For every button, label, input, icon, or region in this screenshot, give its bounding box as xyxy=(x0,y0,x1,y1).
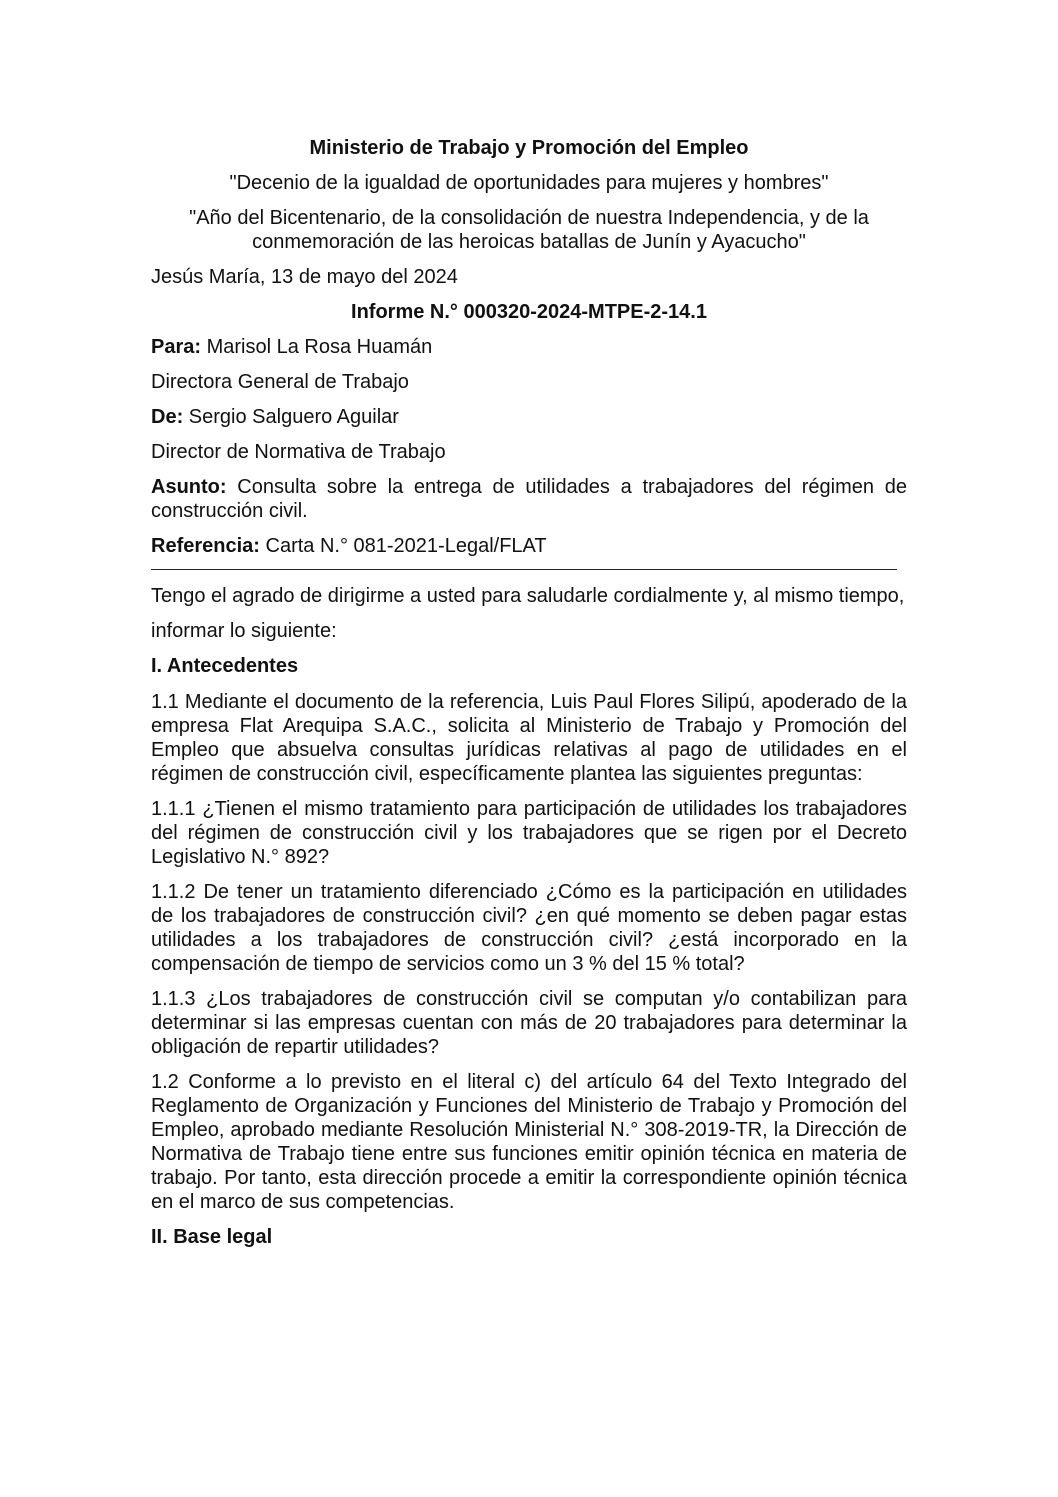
to-title: Directora General de Trabajo xyxy=(151,371,409,393)
reference-label: Referencia: xyxy=(151,535,260,557)
section-heading-base-legal: II. Base legal xyxy=(151,1226,273,1248)
year-motto: "Año del Bicentenario, de la consolidación de nuestra Independencia, y de la conmemoración de las heroicas batallas de Junín y Ayacucho" xyxy=(189,207,869,253)
ministry-name: Ministerio de Trabajo y Promoción del Empleo xyxy=(309,137,749,159)
to-label: Para: xyxy=(151,336,202,358)
document-page xyxy=(151,132,907,1261)
paragraph-1-1-2: 1.1.2 De tener un tratamiento diferenciado ¿Cómo es la participación en utilidades de los trabajadores de construcción civil? ¿en qué momento se deben pagar estas utilidades a los trabajadores de construcción civil? ¿está incorporado en la compensación de tiempo de servicios como un 3 % del 15 % total? xyxy=(151,881,907,975)
greeting-line-2: informar lo siguiente: xyxy=(151,620,337,642)
paragraph-1-1: 1.1 Mediante el documento de la referencia, Luis Paul Flores Silipú, apoderado de la empresa Flat Arequipa S.A.C., solicita al Ministerio de Trabajo y Promoción del Empleo que absuelva consultas jurídicas relativas al pago de utilidades en el régimen de construcción civil, específicamente plantea las siguientes preguntas: xyxy=(151,691,907,785)
paragraph-1-1-3: 1.1.3 ¿Los trabajadores de construcción civil se computan y/o contabilizan para determinar si las empresas cuentan con más de 20 trabajadores para determinar la obligación de repartir utilidades? xyxy=(151,988,907,1058)
from-title: Director de Normativa de Trabajo xyxy=(151,441,446,463)
subject-text: Consulta sobre la entrega de utilidades a trabajadores del régimen de construcción civil. xyxy=(151,476,907,522)
from-line xyxy=(151,405,907,429)
subject-label: Asunto: xyxy=(151,476,227,498)
to-line xyxy=(151,335,907,359)
greeting-line-1: Tengo el agrado de dirigirme a usted para saludarle cordialmente y, al mismo tiempo, xyxy=(151,585,905,607)
date-line: Jesús María, 13 de mayo del 2024 xyxy=(151,266,458,288)
paragraph-1-2: 1.2 Conforme a lo previsto en el literal c) del artículo 64 del Texto Integrado del Reglamento de Organización y Funciones del Ministerio de Trabajo y Promoción del Empleo, aprobado mediante Resolución Ministerial N.° 308-2019-TR, la Dirección de Normativa de Trabajo tiene entre sus funciones emitir opinión técnica en materia de trabajo. Por tanto, esta dirección procede a emitir la correspondiente opinión técnica en el marco de sus competencias. xyxy=(151,1071,907,1213)
decade-motto: "Decenio de la igualdad de oportunidades para mujeres y hombres" xyxy=(229,172,829,194)
subject-line xyxy=(151,475,907,523)
paragraph-1-1-1: 1.1.1 ¿Tienen el mismo tratamiento para participación de utilidades los trabajadores del régimen de construcción civil y los trabajadores que se rigen por el Decreto Legislativo N.° 892? xyxy=(151,798,907,868)
report-title: Informe N.° 000320-2024-MTPE-2-14.1 xyxy=(351,301,707,323)
reference-line xyxy=(151,534,907,558)
from-name: Sergio Salguero Aguilar xyxy=(188,406,399,428)
reference-text: Carta N.° 081-2021-Legal/FLAT xyxy=(265,535,547,557)
section-heading-antecedentes: I. Antecedentes xyxy=(151,655,299,677)
to-name: Marisol La Rosa Huamán xyxy=(206,336,433,358)
separator-line xyxy=(151,569,897,570)
from-label: De: xyxy=(151,406,184,428)
